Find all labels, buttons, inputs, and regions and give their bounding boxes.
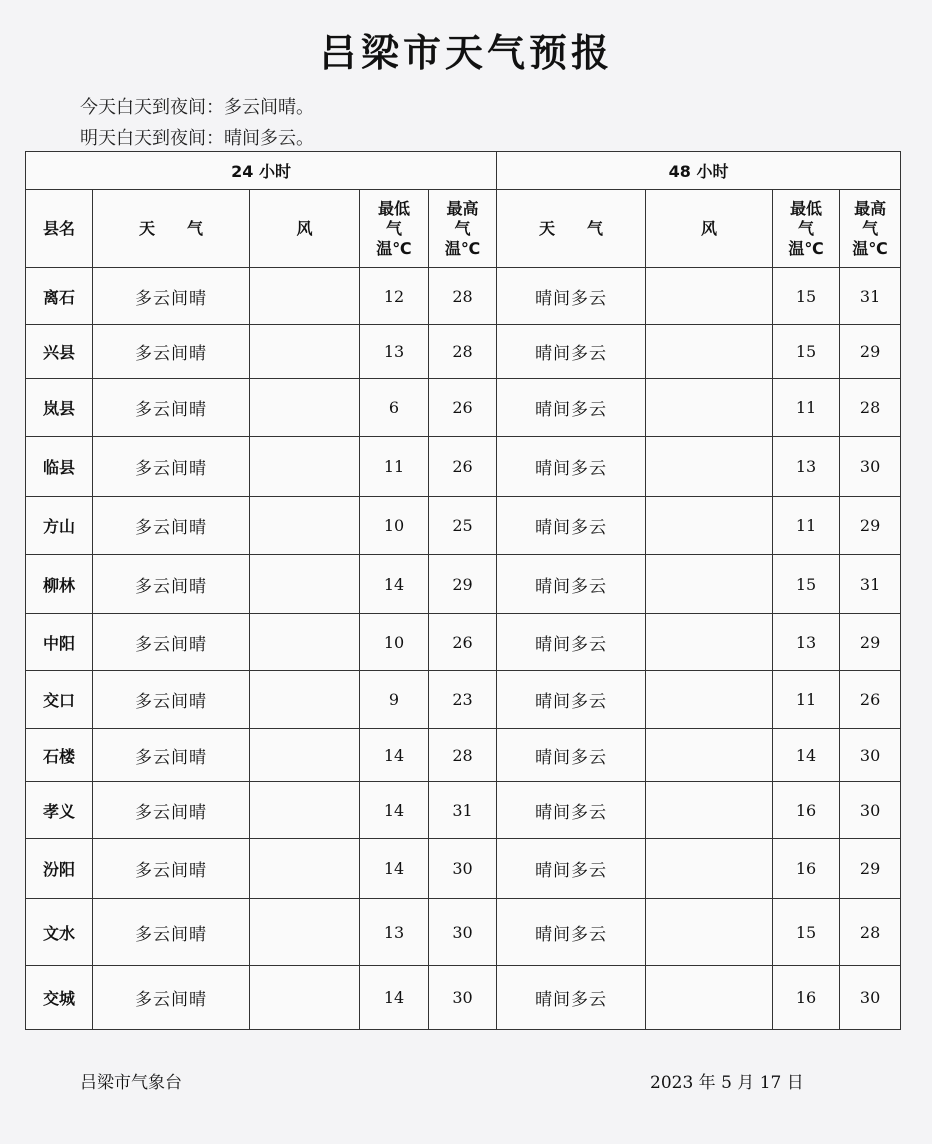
cell-weather-48: 晴间多云: [497, 379, 646, 437]
cell-wind-48: [646, 899, 773, 966]
cell-weather-48: 晴间多云: [497, 325, 646, 379]
cell-min-temp-24: 13: [360, 325, 429, 379]
cell-max-temp-24: 23: [429, 671, 497, 729]
cell-max-temp-48: 30: [840, 729, 901, 782]
cell-max-temp-24: 28: [429, 268, 497, 325]
table-row: [26, 671, 901, 729]
cell-max-temp-48: 30: [840, 782, 901, 839]
tomorrow-forecast: 明天白天到夜间：晴间多云。: [80, 128, 314, 149]
cell-county: 交口: [26, 671, 93, 729]
cell-weather-24: 多云间晴: [93, 614, 250, 671]
table-row: [26, 555, 901, 614]
cell-min-temp-24: 14: [360, 782, 429, 839]
cell-max-temp-24: 30: [429, 966, 497, 1030]
header-min-temp-24: 最低 气 温℃: [360, 190, 429, 268]
cell-wind-24: [250, 966, 360, 1030]
cell-min-temp-24: 14: [360, 966, 429, 1030]
cell-county: 岚县: [26, 379, 93, 437]
cell-max-temp-48: 28: [840, 899, 901, 966]
cell-wind-24: [250, 555, 360, 614]
header-wind-48: 风: [646, 190, 773, 268]
cell-min-temp-48: 15: [773, 325, 840, 379]
cell-weather-48: 晴间多云: [497, 966, 646, 1030]
cell-county: 交城: [26, 966, 93, 1030]
cell-weather-48: 晴间多云: [497, 555, 646, 614]
cell-wind-48: [646, 671, 773, 729]
cell-wind-48: [646, 325, 773, 379]
table-row: [26, 379, 901, 437]
cell-max-temp-48: 29: [840, 614, 901, 671]
cell-max-temp-24: 31: [429, 782, 497, 839]
cell-wind-24: [250, 379, 360, 437]
cell-wind-24: [250, 437, 360, 497]
cell-wind-24: [250, 839, 360, 899]
cell-max-temp-48: 30: [840, 966, 901, 1030]
cell-county: 石楼: [26, 729, 93, 782]
cell-wind-48: [646, 614, 773, 671]
table-row: [26, 614, 901, 671]
cell-wind-48: [646, 497, 773, 555]
cell-county: 方山: [26, 497, 93, 555]
cell-county: 孝义: [26, 782, 93, 839]
table-row: [26, 899, 901, 966]
cell-wind-24: [250, 729, 360, 782]
cell-max-temp-24: 30: [429, 899, 497, 966]
cell-weather-24: 多云间晴: [93, 839, 250, 899]
cell-wind-24: [250, 268, 360, 325]
cell-weather-48: 晴间多云: [497, 782, 646, 839]
cell-min-temp-48: 11: [773, 379, 840, 437]
header-24h: 24 小时: [26, 152, 497, 190]
cell-max-temp-24: 26: [429, 379, 497, 437]
cell-county: 文水: [26, 899, 93, 966]
cell-weather-48: 晴间多云: [497, 839, 646, 899]
cell-min-temp-24: 13: [360, 899, 429, 966]
cell-min-temp-48: 14: [773, 729, 840, 782]
cell-county: 兴县: [26, 325, 93, 379]
cell-weather-24: 多云间晴: [93, 379, 250, 437]
header-weather-48: 天 气: [497, 190, 646, 268]
table-row: [26, 325, 901, 379]
cell-min-temp-24: 12: [360, 268, 429, 325]
page-title: 吕梁市天气预报: [318, 31, 613, 75]
cell-max-temp-48: 29: [840, 839, 901, 899]
cell-wind-24: [250, 782, 360, 839]
cell-max-temp-24: 28: [429, 729, 497, 782]
cell-wind-48: [646, 268, 773, 325]
cell-weather-48: 晴间多云: [497, 614, 646, 671]
today-forecast: 今天白天到夜间：多云间晴。: [80, 97, 314, 118]
cell-min-temp-24: 9: [360, 671, 429, 729]
header-max-temp-48: 最高 气 温℃: [840, 190, 901, 268]
header-wind-24: 风: [250, 190, 360, 268]
cell-weather-48: 晴间多云: [497, 268, 646, 325]
cell-min-temp-24: 14: [360, 555, 429, 614]
cell-min-temp-48: 15: [773, 555, 840, 614]
cell-max-temp-24: 29: [429, 555, 497, 614]
cell-weather-24: 多云间晴: [93, 671, 250, 729]
cell-max-temp-24: 28: [429, 325, 497, 379]
cell-min-temp-48: 16: [773, 782, 840, 839]
table-row: [26, 839, 901, 899]
cell-county: 临县: [26, 437, 93, 497]
cell-wind-48: [646, 839, 773, 899]
cell-max-temp-24: 26: [429, 437, 497, 497]
cell-max-temp-48: 29: [840, 325, 901, 379]
table-row: [26, 497, 901, 555]
table-row: [26, 268, 901, 325]
header-48h: 48 小时: [497, 152, 901, 190]
table-row: [26, 437, 901, 497]
cell-wind-48: [646, 729, 773, 782]
cell-wind-48: [646, 782, 773, 839]
cell-county: 汾阳: [26, 839, 93, 899]
cell-weather-48: 晴间多云: [497, 437, 646, 497]
table-row: [26, 782, 901, 839]
table-row: [26, 966, 901, 1030]
cell-min-temp-48: 15: [773, 268, 840, 325]
cell-min-temp-24: 11: [360, 437, 429, 497]
cell-wind-24: [250, 899, 360, 966]
cell-wind-24: [250, 614, 360, 671]
cell-min-temp-24: 10: [360, 614, 429, 671]
cell-weather-24: 多云间晴: [93, 555, 250, 614]
header-weather-24: 天 气: [93, 190, 250, 268]
cell-weather-24: 多云间晴: [93, 729, 250, 782]
cell-county: 离石: [26, 268, 93, 325]
cell-max-temp-24: 25: [429, 497, 497, 555]
cell-max-temp-48: 28: [840, 379, 901, 437]
cell-min-temp-48: 11: [773, 671, 840, 729]
cell-max-temp-48: 30: [840, 437, 901, 497]
cell-wind-48: [646, 966, 773, 1030]
header-min-temp-48: 最低 气 温℃: [773, 190, 840, 268]
cell-min-temp-48: 11: [773, 497, 840, 555]
cell-min-temp-48: 13: [773, 614, 840, 671]
cell-min-temp-24: 14: [360, 729, 429, 782]
cell-weather-24: 多云间晴: [93, 966, 250, 1030]
cell-weather-24: 多云间晴: [93, 782, 250, 839]
cell-wind-24: [250, 325, 360, 379]
cell-max-temp-48: 31: [840, 268, 901, 325]
cell-min-temp-48: 16: [773, 839, 840, 899]
table-row: [26, 729, 901, 782]
cell-weather-48: 晴间多云: [497, 497, 646, 555]
cell-min-temp-48: 15: [773, 899, 840, 966]
cell-max-temp-24: 26: [429, 614, 497, 671]
cell-max-temp-48: 26: [840, 671, 901, 729]
cell-min-temp-24: 14: [360, 839, 429, 899]
cell-wind-24: [250, 497, 360, 555]
cell-county: 柳林: [26, 555, 93, 614]
cell-max-temp-48: 29: [840, 497, 901, 555]
cell-weather-48: 晴间多云: [497, 729, 646, 782]
cell-weather-48: 晴间多云: [497, 671, 646, 729]
cell-max-temp-48: 31: [840, 555, 901, 614]
cell-weather-24: 多云间晴: [93, 899, 250, 966]
cell-wind-48: [646, 555, 773, 614]
cell-weather-24: 多云间晴: [93, 497, 250, 555]
cell-min-temp-24: 6: [360, 379, 429, 437]
cell-wind-24: [250, 671, 360, 729]
cell-weather-24: 多云间晴: [93, 437, 250, 497]
forecast-table: [25, 151, 901, 1030]
cell-weather-24: 多云间晴: [93, 268, 250, 325]
cell-weather-48: 晴间多云: [497, 899, 646, 966]
header-county: 县名: [26, 190, 93, 268]
cell-min-temp-24: 10: [360, 497, 429, 555]
cell-weather-24: 多云间晴: [93, 325, 250, 379]
cell-county: 中阳: [26, 614, 93, 671]
header-max-temp-24: 最高 气 温℃: [429, 190, 497, 268]
issuer: 吕梁市气象台: [80, 1073, 182, 1093]
cell-max-temp-24: 30: [429, 839, 497, 899]
issue-date: 2023 年 5 月 17 日: [650, 1073, 804, 1093]
cell-min-temp-48: 13: [773, 437, 840, 497]
cell-wind-48: [646, 379, 773, 437]
cell-min-temp-48: 16: [773, 966, 840, 1030]
cell-wind-48: [646, 437, 773, 497]
